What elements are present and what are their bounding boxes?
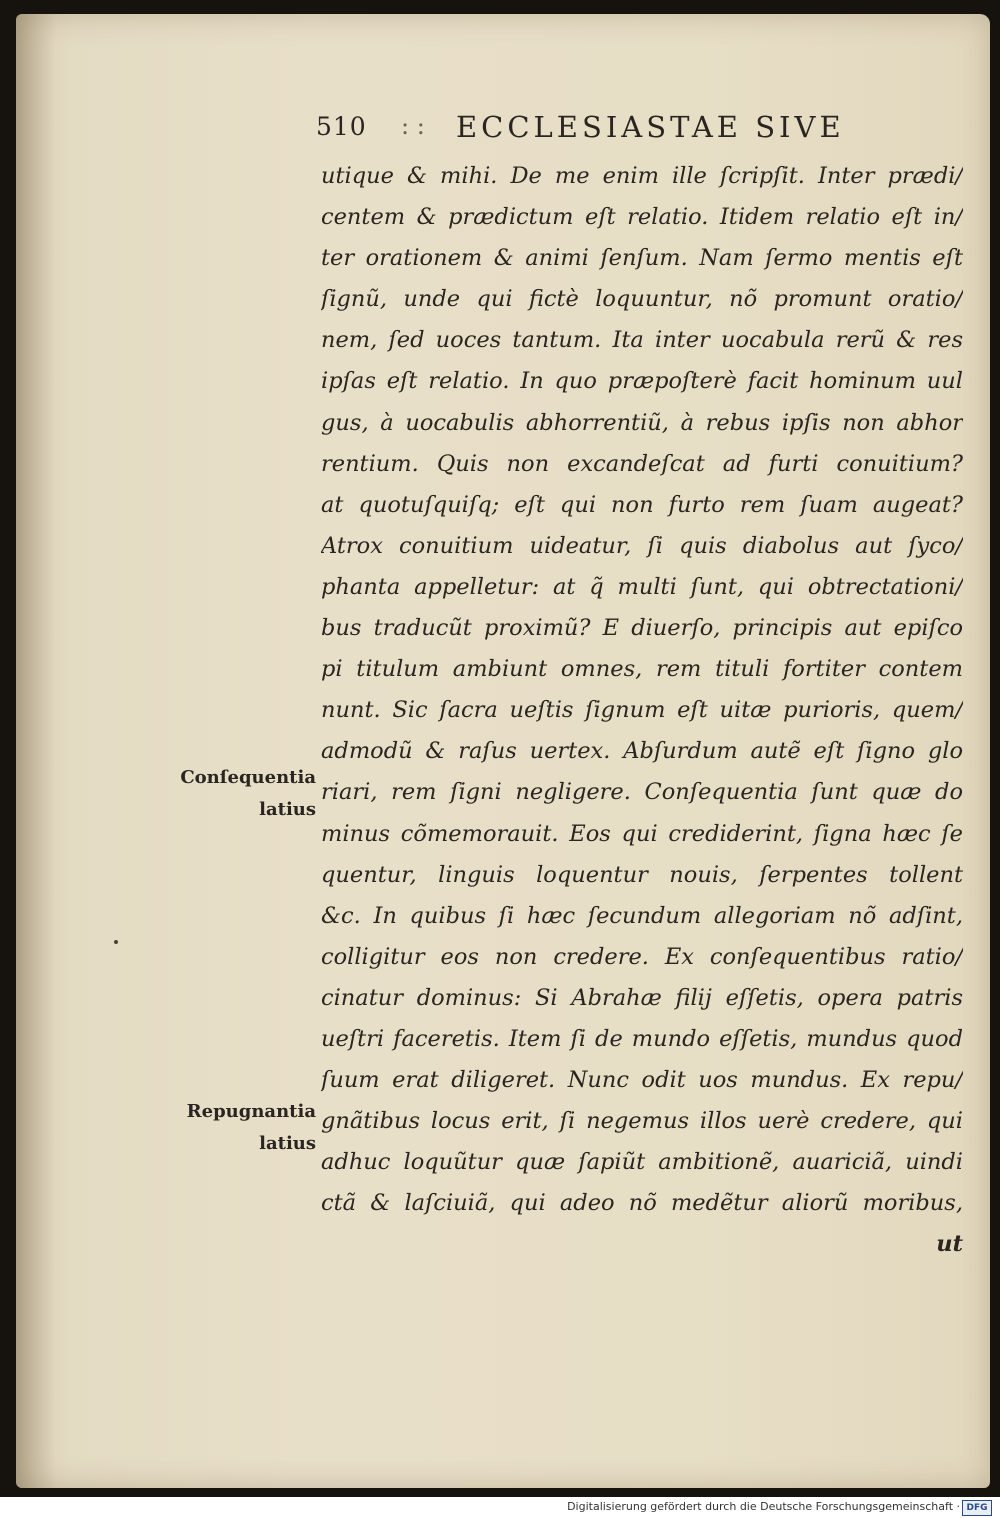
margin-note-line: latius [259,1133,316,1154]
text-line: ſuum erat diligeret. Nunc odit uos mundus. Ex repu/ [321,1067,963,1094]
text-line: riari, rem ſigni negligere. Conſequentia ſunt quæ do [321,779,963,806]
text-line: ipſas eſt relatio. In quo præpoſterè facit hominum uul [321,368,963,395]
margin-note-line: Repugnantia [186,1101,316,1122]
running-title: ECCLESIASTAE SIVE [456,110,845,144]
text-line: bus traducũt proximũ? E diuerſo, principis aut epiſco [321,615,963,642]
text-line: gus, à uocabulis abhorrentiũ, à rebus ipſis non abhor [321,409,963,436]
text-line: &c. In quibus ſi hæc ſecundum allegoriam nõ adſint, [321,902,963,929]
catchword: ut [936,1231,963,1258]
text-line: Atrox conuitium uideatur, ſi quis diabolus aut ſyco/ [321,532,963,559]
text-line: quentur, linguis loquentur nouis, ſerpentes tollent [321,861,963,888]
margin-note-line: Conſequentia [180,767,316,788]
text-line: ſignũ, unde qui fictè loquuntur, nõ promunt oratio/ [321,286,963,313]
body-text [321,156,963,1266]
text-line: at quotuſquiſq; eſt qui non furto rem ſuam augeat? [321,491,963,518]
text-line: centem & prædictum eſt relatio. Itidem relatio eſt in/ [321,204,963,231]
page-gutter-shadow [16,14,56,1488]
funding-credit: Digitalisierung gefördert durch die Deutsche Forschungsgemeinschaft · [567,1500,960,1513]
text-line: minus cõmemorauit. Eos qui crediderint, ſigna hæc ſe [321,820,963,847]
book-page [16,14,990,1488]
text-line: ter orationem & animi ſenſum. Nam ſermo mentis eſt [321,245,963,272]
text-line: cinatur dominus: Si Abrahæ filij eſſetis, opera patris [321,984,963,1011]
text-line: ueſtri faceretis. Item ſi de mundo eſſetis, mundus quod [321,1025,963,1052]
page-number: 510 [316,112,367,141]
text-line: adhuc loquũtur quæ ſapiũt ambitionẽ, auariciã, uindi [321,1149,963,1176]
text-line: colligitur eos non credere. Ex conſequentibus ratio/ [321,943,963,970]
text-line: ctã & laſciuiã, qui adeo nõ medẽtur aliorũ moribus, [321,1190,963,1217]
margin-note-repugnantia [166,1096,316,1160]
text-line: nem, ſed uoces tantum. Ita inter uocabula rerũ & res [321,327,963,354]
margin-note-line: latius [259,799,316,820]
text-line: utique & mihi. De me enim ille ſcripſit. Inter prædi/ [321,163,963,189]
header-ornament: : : [401,112,425,140]
text-line: rentium. Quis non excandeſcat ad furti conuitium? [321,450,963,477]
footer-bar [0,1497,1000,1518]
margin-note-consequentia [166,762,316,826]
text-line: admodũ & raſus uertex. Abſurdum autẽ eſt ſigno glo [321,738,963,765]
paper-speck [114,940,118,944]
text-line: nunt. Sic ſacra ueſtis ſignum eſt uitæ purioris, quem/ [321,697,963,724]
text-line: gnãtibus locus erit, ſi negemus illos uerè credere, qui [321,1108,963,1135]
text-line: pi titulum ambiunt omnes, rem tituli fortiter contem [321,656,963,683]
text-line: phanta appelletur: at q̃ multi ſunt, qui obtrectationi/ [321,573,963,600]
page-header [16,106,990,146]
dfg-logo: DFG [962,1500,992,1516]
